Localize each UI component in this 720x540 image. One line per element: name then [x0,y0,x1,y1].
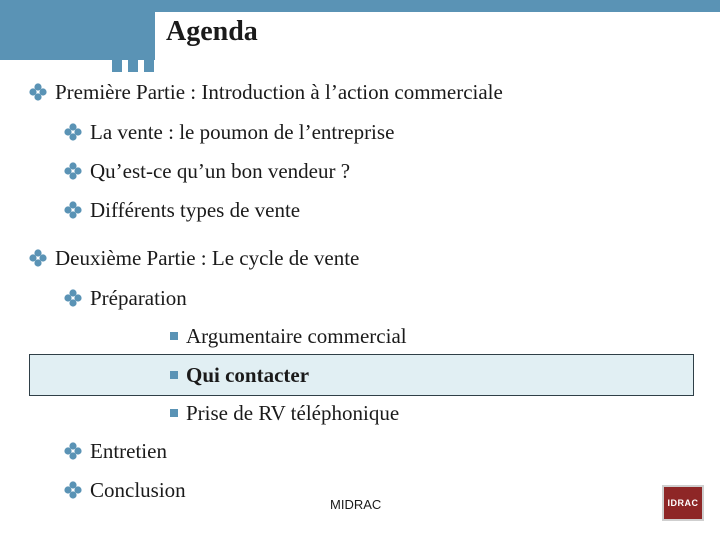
diamond-bullet-icon [64,123,82,141]
agenda-item [64,477,186,503]
agenda-item [64,285,187,311]
square-bullet-icon [170,332,178,340]
square-bullet-icon [170,409,178,417]
agenda-item-text: La vente : le poumon de l’entreprise [90,120,395,144]
footer-label: MIDRAC [330,497,382,512]
decorative-square [112,60,122,72]
decorative-square [128,60,138,72]
agenda-item [64,438,167,464]
agenda-item-text: Première Partie : Introduction à l’action commerciale [55,80,503,104]
agenda-subitem-text: Prise de RV téléphonique [186,401,400,425]
highlight-box [29,354,694,396]
diamond-bullet-icon [64,162,82,180]
header-bar-top [155,0,720,12]
diamond-bullet-icon [64,481,82,499]
agenda-item-text: Conclusion [90,478,186,502]
agenda-item [64,158,350,184]
agenda-item-text: Entretien [90,439,167,463]
diamond-bullet-icon [64,201,82,219]
agenda-item-text: Deuxième Partie : Le cycle de vente [55,246,360,270]
square-bullet-icon [170,371,178,379]
logo-text: IDRAC [667,498,699,508]
diamond-bullet-icon [64,442,82,460]
slide-title: Agenda [166,16,258,47]
agenda-subitem-text: Argumentaire commercial [186,324,407,348]
agenda-item [29,79,503,105]
diamond-bullet-icon [29,249,47,267]
agenda-item [64,197,300,223]
agenda-item [29,245,359,271]
agenda-item-text: Qu’est-ce qu’un bon vendeur ? [90,159,351,183]
diamond-bullet-icon [64,289,82,307]
decorative-square [144,60,154,72]
agenda-item [64,119,394,145]
agenda-subitem-highlighted [170,362,309,388]
agenda-subitem [170,400,399,426]
agenda-item-text: Différents types de vente [90,198,301,222]
agenda-item-text: Préparation [90,286,187,310]
idrac-logo [662,485,704,521]
header-bar-left [0,0,155,60]
agenda-subitem-text: Qui contacter [186,363,310,387]
agenda-subitem [170,323,407,349]
diamond-bullet-icon [29,83,47,101]
